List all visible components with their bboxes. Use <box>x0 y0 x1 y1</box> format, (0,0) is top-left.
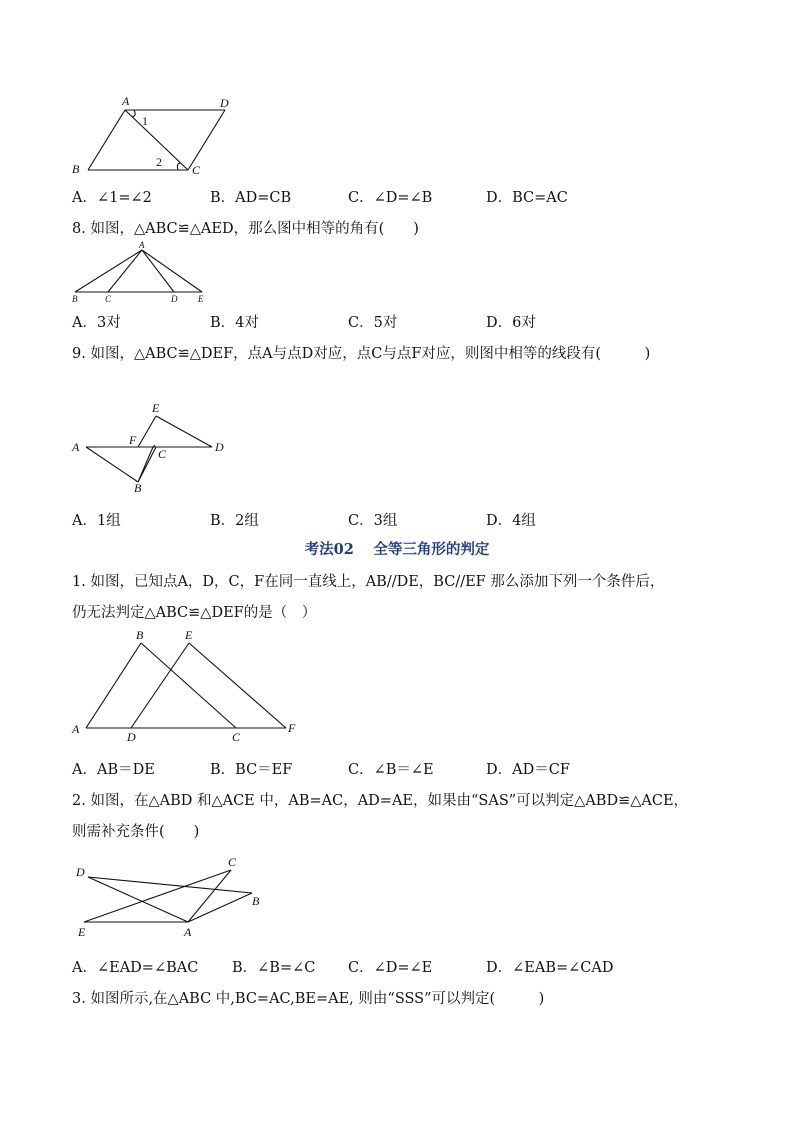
p1-label-D: D <box>127 730 136 744</box>
p2-option-d[interactable]: D．∠EAB=∠CAD <box>486 960 614 976</box>
p1-segment-ab <box>86 643 141 728</box>
p1-label-F: F <box>288 721 296 735</box>
q7-label-C: C <box>192 163 201 177</box>
p1-label-E: E <box>185 628 193 642</box>
q9-option-a[interactable]: A．1组 <box>72 513 121 529</box>
p2-stem-line2: 则需补充条件( ) <box>72 824 200 840</box>
p1-label-C: C <box>232 730 241 744</box>
q8-option-a[interactable]: A．3对 <box>72 315 121 331</box>
q7-figure <box>60 90 250 185</box>
p2-option-c[interactable]: C．∠D=∠E <box>348 960 433 976</box>
q9-label-B: B <box>134 481 142 495</box>
q9-label-A: A <box>72 440 80 454</box>
q9-label-D: D <box>215 440 224 454</box>
q7-label-A: A <box>122 94 130 108</box>
p2-label-B: B <box>252 894 260 908</box>
p1-stem-line1: 1. 如图，已知点A，D，C，F在同一直线上，AB//DE，BC//EF 那么添加下列一个条件后， <box>72 574 665 590</box>
q9-segment-ed <box>156 416 212 447</box>
q8-label-C: C <box>105 294 112 304</box>
q8-option-d[interactable]: D．6对 <box>486 315 536 331</box>
p2-option-b[interactable]: B．∠B=∠C <box>232 960 316 976</box>
q8-label-A: A <box>139 240 145 250</box>
p2-figure <box>66 850 276 945</box>
p1-segment-de <box>131 643 189 728</box>
p1-option-a[interactable]: A．AB＝DE <box>72 762 155 778</box>
q8-label-B: B <box>72 294 78 304</box>
q9-option-d[interactable]: D．4组 <box>486 513 536 529</box>
q8-label-E: E <box>198 294 204 304</box>
q7-option-c[interactable]: C．∠D=∠B <box>348 190 433 206</box>
q9-option-b[interactable]: B．2组 <box>210 513 259 529</box>
p2-segment-ab <box>188 893 252 922</box>
p1-segment-bc <box>141 643 236 728</box>
q8-stem: 8. 如图，△ABC≌△AED，那么图中相等的角有( ) <box>72 221 419 237</box>
q8-option-c[interactable]: C．5对 <box>348 315 398 331</box>
q8-option-b[interactable]: B．4对 <box>210 315 259 331</box>
q7-label-2: 2 <box>156 155 162 169</box>
q7-label-1: 1 <box>142 114 148 128</box>
q8-segment-ad <box>142 250 174 292</box>
p1-label-A: A <box>72 722 80 736</box>
p1-figure <box>66 628 316 748</box>
q8-segment-ab <box>75 250 142 292</box>
q7-label-D: D <box>220 96 229 110</box>
q7-angle-1-arc <box>132 110 135 117</box>
p2-option-a[interactable]: A．∠EAD=∠BAC <box>72 960 199 976</box>
q9-stem: 9. 如图，△ABC≌△DEF，点A与点D对应，点C与点F对应，则图中相等的线段有( ) <box>72 346 651 362</box>
p2-label-E: E <box>78 925 86 939</box>
p2-label-D: D <box>76 865 85 879</box>
p1-segment-ef <box>189 643 286 728</box>
q9-label-F: F <box>129 433 137 447</box>
q9-label-C: C <box>158 447 167 461</box>
q9-label-E: E <box>152 401 160 415</box>
q9-segment-ef <box>138 416 156 447</box>
q7-option-d[interactable]: D．BC=AC <box>486 190 568 206</box>
section-heading: 考法02 全等三角形的判定 <box>304 541 490 558</box>
p2-label-C: C <box>228 855 237 869</box>
q7-edge-ab <box>88 110 125 170</box>
q8-label-D: D <box>171 294 178 304</box>
q8-figure <box>70 240 220 305</box>
q9-figure <box>66 400 236 500</box>
p1-stem-line2: 仍无法判定△ABC≌△DEF的是（ ） <box>72 605 317 621</box>
q7-angle-2-arc <box>177 163 181 170</box>
p2-stem-line1: 2. 如图，在△ABD 和△ACE 中，AB=AC，AD=AE，如果由“SAS”可以判定△ABD≌△ACE， <box>72 793 689 809</box>
q7-edge-dc <box>188 110 225 170</box>
q9-option-c[interactable]: C．3组 <box>348 513 398 529</box>
p1-option-d[interactable]: D．AD＝CF <box>486 762 570 778</box>
q7-label-B: B <box>72 162 80 176</box>
p3-stem: 3. 如图所示,在△ABC 中,BC=AC,BE=AE, 则由“SSS”可以判定( ) <box>72 991 545 1007</box>
q7-option-a[interactable]: A．∠1=∠2 <box>72 190 152 206</box>
p2-label-A: A <box>184 925 192 939</box>
q8-segment-ac <box>108 250 142 292</box>
q9-segment-bc <box>138 447 156 482</box>
p2-segment-db <box>88 877 252 893</box>
p1-label-B: B <box>136 628 144 642</box>
p1-option-b[interactable]: B．BC＝EF <box>210 762 293 778</box>
p1-option-c[interactable]: C．∠B＝∠E <box>348 762 434 778</box>
q8-segment-ae <box>142 250 202 292</box>
q9-segment-ab <box>86 447 138 482</box>
q7-option-b[interactable]: B．AD=CB <box>210 190 292 206</box>
